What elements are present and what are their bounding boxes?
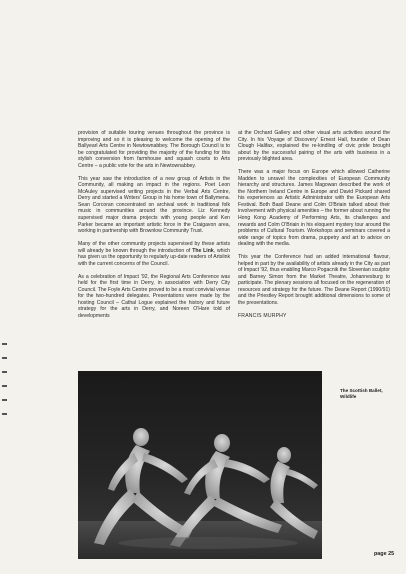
article-paragraph: This year saw the introduction of a new group of Artists in the Community, all making an impact in the regions. Poet Leon McAuley supervised writing projects in the Verbal Arts Centre, Derry and started a Writers' Group in his home town of Ballymena. Sean Corcoran concentrated on archival work in traditional folk music in communities around the province. Liz Kennedy supervised major drama projects with young people and Ken Parker became an important artistic force in the Craigavon area, working in partnership with Brownlow Community Trust.: [78, 175, 230, 235]
the-link-title: The Link: [192, 247, 214, 254]
caption-line: The Scottish Ballet,: [340, 388, 383, 393]
article-paragraph: at the Orchard Gallery and other visual arts activities around the City. In his 'Voyage of Discovery' Ernest Hall, founder of Dean Clough Halifax, explained the re-kindling of civic pride brought about by the successful pairing of the arts with business in a previously blighted area.: [238, 130, 390, 163]
ballet-photo: [78, 371, 322, 559]
paragraph-text: , which has given us the opportunity to regularly up-date readers of Artslink with the current concerns of the Council.: [78, 247, 230, 267]
article-paragraph: As a celebration of Impact '92, the Regional Arts Conference was held for the first time in Derry, in association with Derry City Council. The Foyle Arts Centre proved to be a most convivial venue for the two-hundred delegates. Presentations were made by the hosting Council – Cathal Logue explained the history and future strategy for the arts in Derry, and Noreen O'Hare told of developments: [78, 273, 230, 319]
article-right-column: [238, 130, 390, 326]
margin-mark: [2, 385, 7, 387]
margin-mark: [2, 343, 7, 345]
author-signature: FRANCIS MURPHY: [238, 312, 287, 319]
photo-caption: [340, 388, 400, 400]
margin-mark: [2, 371, 7, 373]
margin-mark: [2, 399, 7, 401]
page-number: page 25: [374, 551, 395, 557]
article-paragraph: There was a major focus on Europe which allowed Catherine Madden to unravel the complexities of European Community hierarchy and structures. James Magowan described the work of the Northern Ireland Centre in Europe and David Pickard shared his experiences as Artistic Administrator with the European Arts Festival. Both Basil Deane and Colm O'Briain talked about their involvement with physical amenities – the former about running the Hong Kong Academy of Performing Arts, its challenges and rewards and Colm O'Briain in his eloquent mystery tour around the problems of Cultural Tourism. Workshops and seminars covered a wide range of topics from drama, puppetry and art to advice on dealing with the media.: [238, 169, 390, 248]
article-left-column: [78, 130, 230, 326]
article-paragraph: This year the Conference had an added international flavour, helped in part by the availability of artists already in the City as part of Impact '92, thus enabling Marco Pogacnik the Slovenian sculptor and Barney Simon from the Market Theatre, Johannesburg to participate. The plenary sessions all focused on the regeneration of resources and strategy for the future. The Deane Report (1990/91) and the Priestley Report brought additional dimensions to some of the presentations.: [238, 254, 390, 306]
margin-mark: [2, 413, 7, 415]
article-paragraph: [78, 241, 230, 267]
caption-line: Wildlife: [340, 394, 357, 399]
article-paragraph: provision of suitable touring venues throughout the province is improving and so it is pleasing to welcome the opening of the Ballyearl Arts Centre in Newtownabbey. The Borough Council is to be congratulated for providing the majority of the funding for this stylish conversion from farmhouse and squash courts to Arts Centre – a public vote for the arts in Newtownabbey.: [78, 130, 230, 169]
paragraph-text: Many of the other community projects supervised by these artists will already be known through the introduction of: [78, 240, 230, 254]
margin-mark: [2, 357, 7, 359]
